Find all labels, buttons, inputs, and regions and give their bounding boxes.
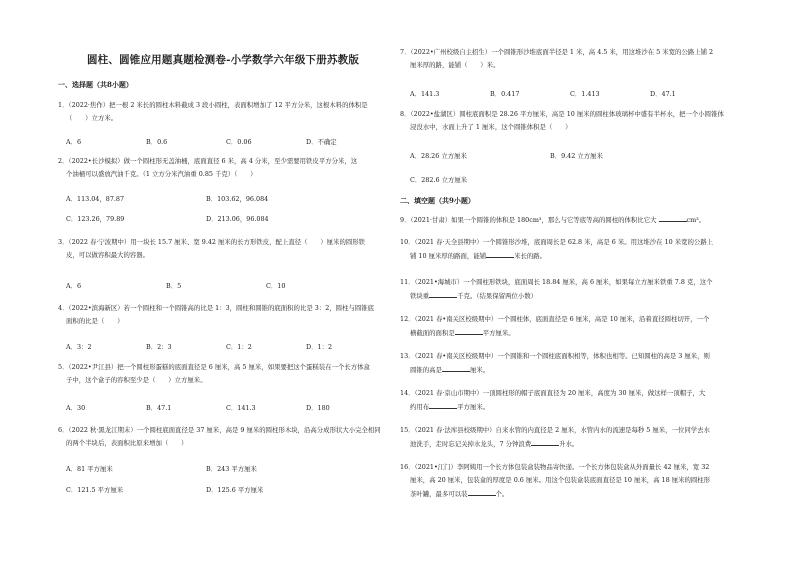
question-8 [400,108,742,134]
question-12 [400,313,742,340]
option-b[interactable]: B．2：3 [146,343,172,351]
option-a[interactable]: A．3：2 [66,343,92,351]
question-line: 皮，可以做容积最大的容器。 [66,251,150,259]
answer-blank[interactable] [486,249,514,258]
question-line: 11．（2021•海城市）一个圆柱形铁块，底面周长 18.84 厘米，高 6 厘米，如果每立方厘米铁重 7.8 克，这个 [400,278,713,286]
question-11 [400,276,742,303]
blank-suffix: 升水。 [559,440,579,448]
question-line: 2．（2022•长沙模拟）做一个圆柱形无盖油桶，底面直径 6 米，高 4 分米，至少需要用铁皮平方分米，这 [58,157,358,165]
option-d[interactable]: D．213.06，96.084 [206,215,269,223]
option-b[interactable]: B．103.62，96.084 [206,195,269,203]
question-13 [400,350,742,377]
option-a[interactable]: A．141.3 [410,90,440,98]
option-a[interactable]: A．6 [66,282,82,290]
option-d[interactable]: D．125.6 平方厘米 [206,486,264,494]
question-7 [400,46,742,72]
blank-suffix: 千克。（结果保留两位小数） [457,292,538,300]
option-b[interactable]: B．0.417 [490,90,520,98]
answer-blank[interactable] [429,289,457,298]
question-line: 横截面的面积是 [410,329,455,337]
question-line: 6．（2022 秋·黑龙江期末）一个圆柱底面直径是 37 厘米，高是 9 厘米的圆柱形木块，沿高分成形状大小完全相同 [58,426,381,434]
answer-blank[interactable] [659,213,687,222]
option-a[interactable]: A．81 平方厘米 [66,465,113,473]
question-line: 15．（2021 春·法库县校级期中）自来水管的内直径是 2 厘米，水管内水的流速是每秒 5 厘米，一位同学去水 [400,426,710,434]
question-line: 10．（2021 春·天全县期中）一个圆锥形沙堆，底面周长是 62.8 米，高是 6 米。用这堆沙在 10 米宽的公路上 [400,238,714,246]
blank-suffix: 平方厘米。 [457,403,490,411]
blank-suffix: 厘米。 [469,366,490,374]
question-9 [400,213,742,227]
question-3 [58,236,398,262]
question-line: 16．（2021•江门）李阿姨用一个长方体包装盒装物品寄快递。一个长方体包装盒从外面量长 42 厘米，宽 32 [400,463,710,471]
option-b[interactable]: B．47.1 [146,404,172,412]
option-c[interactable]: C．141.3 [226,404,256,412]
option-c[interactable]: C．1.413 [570,90,600,98]
options-8 [410,150,740,194]
option-a[interactable]: A．30 [66,404,86,412]
question-line: 圆锥的高是 [410,366,442,374]
question-15 [400,424,742,451]
option-c[interactable]: C．0.06 [226,138,252,146]
question-6 [58,424,398,450]
options-2 [66,193,396,235]
option-d[interactable]: D．47.1 [650,90,676,98]
question-line: 池洗手，走时忘记关掉水龙头，7 分钟浪费 [410,440,532,448]
option-b[interactable]: B．243 平方厘米 [206,465,257,473]
blank-suffix: cm³。 [686,216,706,224]
question-5 [58,361,398,387]
option-b[interactable]: B．9.42 立方厘米 [550,152,603,160]
question-line: 14．（2021 春·京山市期中）一顶圆柱形的帽子底面直径为 20 厘米，高度为 30 厘米，做这样一顶帽子，大 [400,389,706,397]
question-line: 1．（2022·焦作）把一根 2 米长的圆柱木料截成 3 段小圆柱，表面积增加了 12 平方分米，这根木料的体积是 [58,101,368,109]
answer-blank[interactable] [455,326,483,335]
option-c[interactable]: C．282.6 立方厘米 [410,176,468,184]
option-d[interactable]: D．不确定 [306,138,337,146]
question-1 [58,99,398,125]
option-c[interactable]: C．1：2 [226,343,252,351]
question-line: 7．（2022•广州校级自主招生）一个圆锥形沙堆底面半径是 1 米，高 4.5 米，用这堆沙在 5 米宽的公路上铺 2 [400,48,714,56]
option-d[interactable]: D．180 [306,404,330,412]
answer-blank[interactable] [442,363,470,372]
question-line: 浸没水中，水面上升了 1 厘米，这个圆锥体积是（ ） [410,123,572,131]
section-choice-heading: 一、选择题（共8小题） [58,80,133,89]
question-line: 铺 10 厘米厚的路面，能铺 [410,252,487,260]
answer-blank[interactable] [468,487,496,496]
question-16 [400,461,742,501]
option-a[interactable]: A．6 [66,138,82,146]
option-c[interactable]: C．10 [266,282,286,290]
question-line: 3．（2022 春·宁波期中）用一块长 15.7 厘米、宽 9.42 厘米的长方形铁皮，配上直径（ ）厘米的圆形铁 [58,238,366,246]
options-6 [66,463,396,505]
question-line: 茶叶罐，最多可以装 [410,490,468,498]
question-line: 4．（2022•滨海新区）若一个圆柱和一个圆锥高的比是 1：3，圆柱和圆锥的底面积的比是 3：2，圆柱与圆锥底 [58,304,375,312]
question-line: 约用布 [410,403,430,411]
answer-blank[interactable] [429,400,457,409]
option-c[interactable]: C．123.26，79.89 [66,215,125,223]
option-b[interactable]: B．0.6 [146,138,168,146]
question-line: 5．（2022•尹江县）把一个圆柱形蛋糕的底面直径是 6 厘米，高 5 厘米，如果要把这个蛋糕装在一个长方体盒 [58,363,370,371]
question-10 [400,236,742,263]
option-b[interactable]: B．5 [166,282,182,290]
answer-blank[interactable] [531,437,559,446]
question-line: 个油桶可以盛放汽油千克。（1 立方分米汽油重 0.85 千克）（ ） [66,170,257,178]
question-line: 面积的比是（ ） [66,317,124,325]
section-fill-heading: 二、填空题（共9小题） [400,196,475,205]
option-d[interactable]: D．1：2 [306,343,333,351]
question-line: （ ）立方米。 [66,114,118,122]
question-line: 子中，这个盒子的容积至少是（ ）立方厘米。 [66,376,207,384]
question-14 [400,387,742,414]
question-line: 12．（2021 春•南关区校级期中）一个圆柱体，底面直径是 6 厘米，高是 10 厘米，沿着直径圆柱切开，一个 [400,315,710,323]
option-a[interactable]: A．28.26 立方厘米 [410,152,467,160]
option-a[interactable]: A．113.04，87.87 [66,195,125,203]
question-line: 9．（2021·甘肃）如果一个圆锥的体积是 180cm³，那么与它等底等高的圆柱的体积比它大 [400,216,657,224]
question-line: 铁块重 [410,292,430,300]
blank-suffix: 米长的路。 [514,252,547,260]
question-line: 的两个半块后，表面积比原来增加（ ） [66,439,188,447]
question-line: 8．（2022•盐湖区）圆柱底面积是 28.26 平方厘米，高是 10 厘米的圆柱体玻璃杯中盛有半杯水，把一个小圆锥体 [400,110,724,118]
question-4 [58,302,398,328]
question-line: 13．（2021 春•南关区校级期中）一个圆锥和一个圆柱底面积相等，体积也相等。已知圆柱的高是 3 厘米，则 [400,352,710,360]
page-title: 圆柱、圆锥应用题真题检测卷-小学数学六年级下册苏教版 [86,54,360,66]
question-line: 厘米，高 20 厘米，包装盒的厚度是 0.6 厘米。用这个包装盒装底面直径是 10 厘米，高 18 厘米的圆柱形 [410,476,711,484]
blank-suffix: 个。 [495,490,509,498]
option-c[interactable]: C．121.5 平方厘米 [66,486,124,494]
blank-suffix: 平方厘米。 [482,329,515,337]
question-2 [58,155,398,181]
question-line: 厘米厚的路，能铺（ ）米。 [410,61,500,69]
